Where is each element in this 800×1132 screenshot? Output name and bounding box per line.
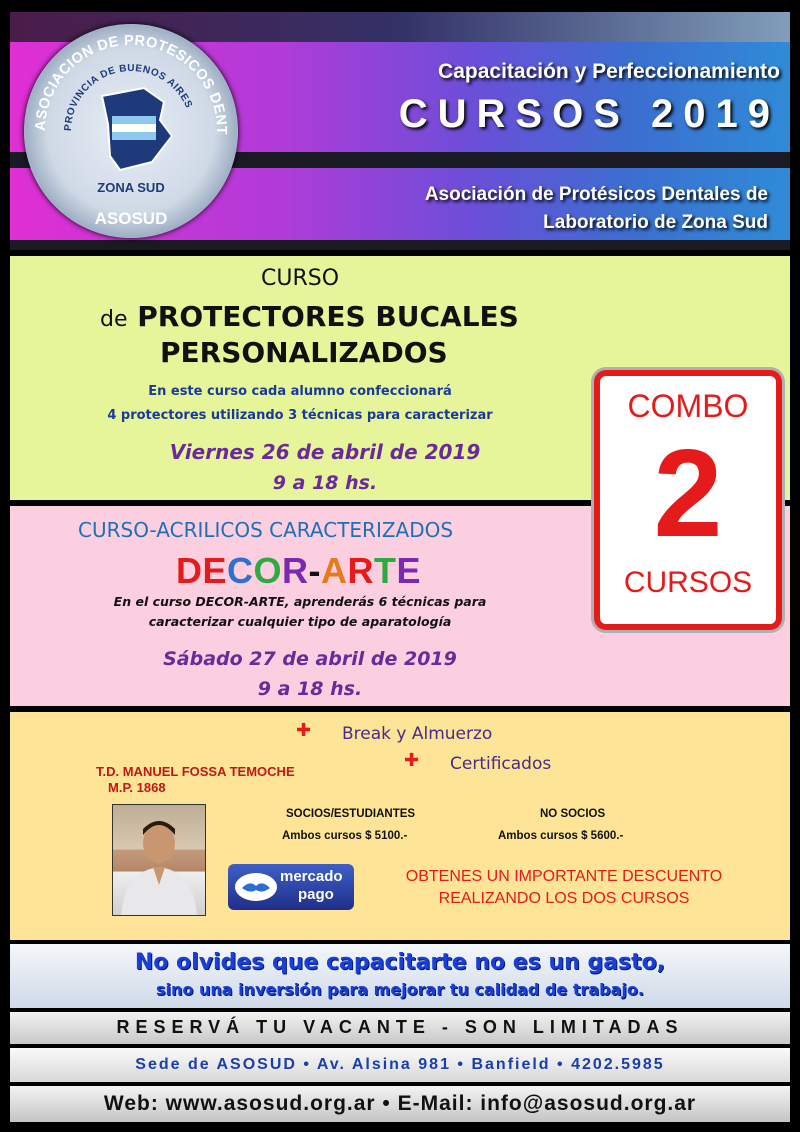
course2-desc2: caracterizar cualquier tipo de aparatología [148, 614, 452, 629]
course2-title-part: - [308, 550, 322, 591]
logo-emblem-icon [24, 24, 238, 238]
course2-label: CURSO-ACRILICOS CARACTERIZADOS [78, 518, 454, 542]
logo-zona-text: ZONA SUD [97, 180, 165, 195]
course2-title-part: A [321, 550, 348, 591]
course2-title-part: O [253, 550, 283, 591]
course2-desc1: En el curso DECOR-ARTE, aprenderás 6 técnicas para [113, 594, 487, 609]
mp-text-line2: pago [298, 886, 334, 903]
combo-bottom-text: CURSOS [623, 566, 753, 599]
discount-line1: OBTENES UN IMPORTANTE DESCUENTO [405, 868, 723, 885]
address-bar [10, 1048, 790, 1082]
course1-title2: PERSONALIZADOS [160, 336, 448, 369]
course2-title-part: T [374, 550, 397, 591]
discount-line2: REALIZANDO LOS DOS CURSOS [438, 890, 690, 907]
course1-desc2: 4 protectores utilizando 3 técnicas para caracterizar [107, 408, 493, 423]
handshake-icon [234, 872, 278, 902]
perk-break: Break y Almuerzo [342, 724, 493, 744]
header-subtitle: Capacitación y Perfeccionamiento [438, 60, 780, 83]
bullet-cross-icon: ✚ [296, 720, 312, 741]
combo-number: 2 [653, 425, 723, 563]
course1-date: Viernes 26 de abril de 2019 [169, 440, 481, 464]
slogan-line2: sino una inversión para mejorar tu calidad de trabajo. [156, 980, 644, 999]
instructor-mp: M.P. 1868 [108, 780, 166, 795]
contact-bar [10, 1086, 790, 1122]
price-members-title: SOCIOS/ESTUDIANTES [286, 808, 416, 820]
contact-text: Web: www.asosud.org.ar • E-Mail: info@asosud.org.ar [103, 1092, 697, 1115]
course1-label: CURSO [260, 266, 340, 291]
course2-time: 9 a 18 hs. [257, 678, 363, 700]
course2-title-part: C [227, 550, 254, 591]
reserve-text: RESERVÁ TU VACANTE - SON LIMITADAS [116, 1017, 684, 1037]
course2-title-part: R [347, 550, 375, 591]
logo-ring-text: ASOCIACION DE PROTESICOS DENT [32, 32, 230, 135]
person-icon [113, 805, 205, 915]
instructor-photo [112, 804, 206, 916]
course2-date: Sábado 27 de abril de 2019 [163, 648, 457, 670]
asosud-logo [24, 24, 238, 238]
header-org-line2: Laboratorio de Zona Sud [543, 212, 768, 233]
price-members-value: Ambos cursos $ 5100.- [282, 830, 408, 842]
price-nonmembers-title: NO SOCIOS [540, 808, 606, 820]
course1-title-line1 [100, 300, 519, 333]
slogan-line1: No olvides que capacitarte no es un gasto, [134, 950, 666, 975]
course2-title-part: DE [176, 550, 228, 591]
mp-text-line1: mercado [280, 868, 343, 885]
course1-desc1: En este curso cada alumno confeccionará [148, 384, 452, 399]
mercadopago-logo [228, 864, 354, 910]
course1-time: 9 a 18 hs. [272, 472, 378, 494]
logo-inner-text: PROVINCIA DE BUENOS AIRES [62, 62, 195, 132]
header-org-line1: Asociación de Protésicos Dentales de [424, 184, 768, 205]
reserve-bar [10, 1012, 790, 1044]
address-text: Sede de ASOSUD • Av. Alsina 981 • Banfield • 4202.5985 [135, 1056, 665, 1073]
course2-title [176, 550, 421, 592]
bullet-cross-icon: ✚ [404, 750, 420, 771]
header-bottom-band [10, 240, 790, 250]
course2-title-part: R [282, 550, 309, 591]
instructor-name: T.D. MANUEL FOSSA TEMOCHE [96, 764, 295, 779]
course2-title-part: E [396, 550, 422, 591]
course1-title-prefix: de [100, 307, 128, 332]
combo-badge [594, 370, 782, 630]
course1-title1: PROTECTORES BUCALES [137, 300, 519, 333]
header-title: CURSOS 2019 [398, 92, 780, 136]
price-nonmembers-value: Ambos cursos $ 5600.- [498, 830, 624, 842]
combo-top-text: COMBO [627, 388, 749, 424]
logo-name-text: ASOSUD [94, 209, 168, 228]
perk-certificates: Certificados [450, 754, 552, 774]
